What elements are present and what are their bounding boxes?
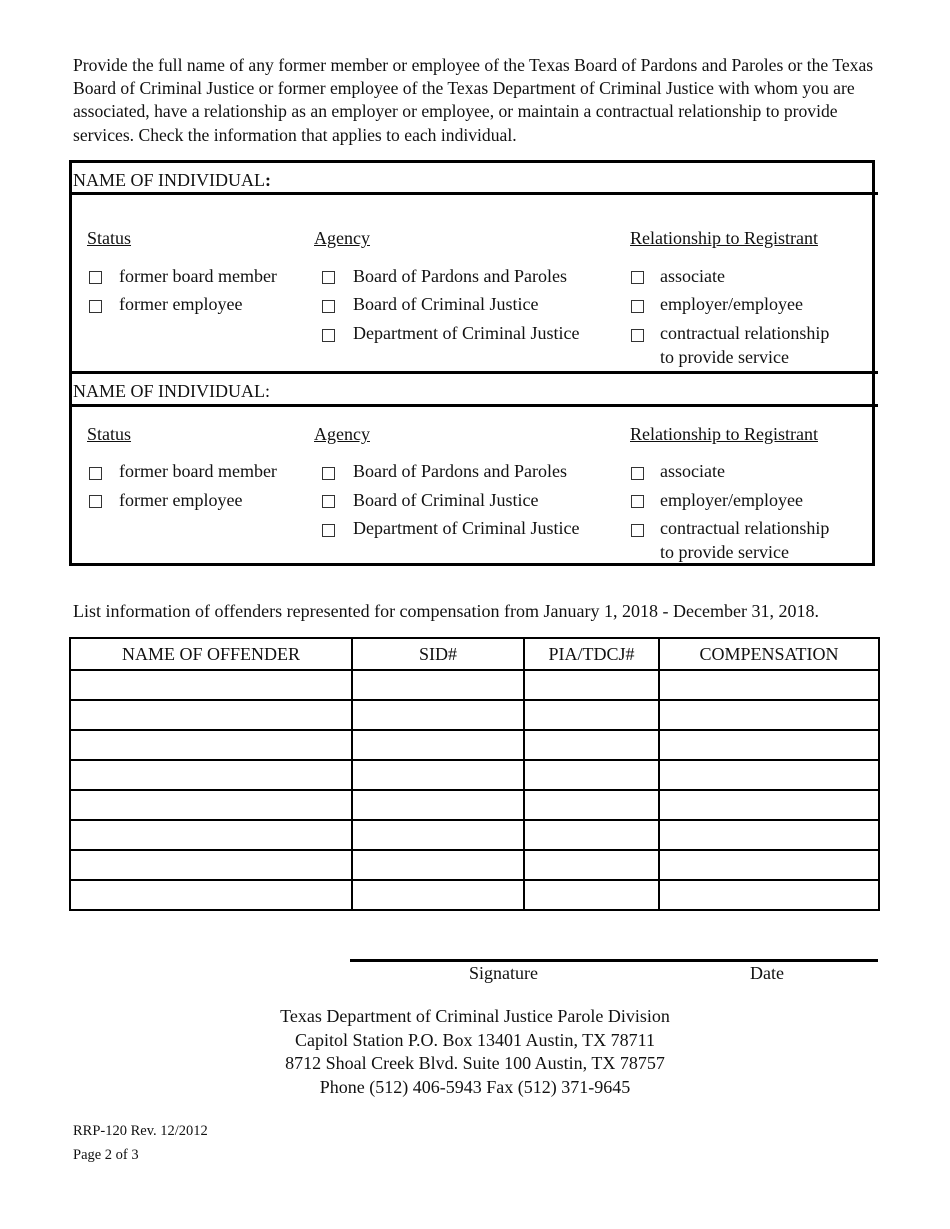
employer-employee-label: employer/employee — [660, 490, 803, 510]
table-header-row — [70, 638, 879, 670]
table-row — [70, 760, 879, 790]
sid-cell[interactable] — [352, 820, 524, 850]
name-of-offender-cell[interactable] — [70, 790, 352, 820]
relationship-heading: Relationship to Registrant — [630, 228, 818, 248]
page-number: Page 2 of 3 — [73, 1147, 139, 1163]
former-board-member-checkbox[interactable] — [89, 271, 102, 284]
agency-heading: Agency — [314, 424, 370, 444]
instructions-paragraph: Provide the full name of any former member or employee of the Texas Board of Pardons and Paroles or the Texas Board of Criminal Justice or former employee of the Texas Department of Criminal Justice with whom you are associated, have a relationship as an employer or employee, or maintain a contractual relationship to provide services. Check the information that applies to each individual. — [73, 55, 874, 145]
agency-heading: Agency — [314, 228, 370, 248]
status-heading: Status — [87, 424, 132, 444]
former-employee-checkbox[interactable] — [89, 300, 102, 313]
compensation-cell[interactable] — [659, 760, 879, 790]
sid-cell[interactable] — [352, 700, 524, 730]
department-of-criminal-justice-checkbox[interactable] — [322, 329, 335, 342]
name-of-individual-label: NAME OF INDIVIDUAL: — [73, 381, 270, 401]
pia-tdcj-cell[interactable] — [524, 670, 659, 700]
board-of-criminal-justice-checkbox[interactable] — [322, 495, 335, 508]
status-heading: Status — [87, 228, 132, 248]
table-row — [70, 850, 879, 880]
sid-cell[interactable] — [352, 760, 524, 790]
compensation-header: COMPENSATION — [659, 638, 879, 670]
name-of-offender-cell[interactable] — [70, 700, 352, 730]
name-of-offender-cell[interactable] — [70, 820, 352, 850]
table-row — [70, 700, 879, 730]
sid-cell[interactable] — [352, 850, 524, 880]
sid-cell[interactable] — [352, 670, 524, 700]
divider — [69, 404, 878, 407]
associate-label: associate — [660, 461, 725, 481]
contractual-relationship-label-cont: to provide service — [660, 347, 789, 367]
board-of-pardons-and-paroles-checkbox[interactable] — [322, 271, 335, 284]
contractual-relationship-label: contractual relationship — [660, 518, 830, 538]
name-of-offender-header: NAME OF OFFENDER — [70, 638, 352, 670]
address-line-1: Texas Department of Criminal Justice Parole Division — [280, 1006, 670, 1026]
divider — [69, 371, 878, 374]
board-of-criminal-justice-label: Board of Criminal Justice — [353, 294, 539, 314]
address-line-2: Capitol Station P.O. Box 13401 Austin, TX 78711 — [294, 1029, 656, 1050]
offenders-caption: List information of offenders represented for compensation from January 1, 2018 - December 31, 2018. — [73, 601, 819, 621]
name-of-offender-cell[interactable] — [70, 760, 352, 790]
date-label: Date — [750, 963, 784, 983]
department-of-criminal-justice-label: Department of Criminal Justice — [353, 323, 580, 343]
pia-tdcj-cell[interactable] — [524, 880, 659, 910]
form-identifier — [73, 1119, 208, 1167]
contractual-relationship-label-cont: to provide service — [660, 542, 789, 562]
name-of-offender-cell[interactable] — [70, 670, 352, 700]
pia-tdcj-cell[interactable] — [524, 820, 659, 850]
pia-tdcj-cell[interactable] — [524, 760, 659, 790]
former-board-member-label: former board member — [119, 266, 277, 286]
signature-line[interactable] — [350, 959, 878, 962]
table-row — [70, 820, 879, 850]
compensation-cell[interactable] — [659, 730, 879, 760]
relationship-heading: Relationship to Registrant — [630, 424, 818, 444]
pia-tdcj-cell[interactable] — [524, 850, 659, 880]
address-line-3: 8712 Shoal Creek Blvd. Suite 100 Austin, TX 78757 — [285, 1053, 665, 1073]
form-revision: RRP-120 Rev. 12/2012 — [73, 1123, 208, 1139]
former-employee-checkbox[interactable] — [89, 495, 102, 508]
compensation-cell[interactable] — [659, 700, 879, 730]
signature-label: Signature — [469, 963, 538, 983]
pia-tdcj-header: PIA/TDCJ# — [524, 638, 659, 670]
name-of-offender-cell[interactable] — [70, 850, 352, 880]
sid-header: SID# — [352, 638, 524, 670]
table-row — [70, 730, 879, 760]
contractual-relationship-checkbox[interactable] — [631, 524, 644, 537]
former-board-member-checkbox[interactable] — [89, 467, 102, 480]
board-of-criminal-justice-label: Board of Criminal Justice — [353, 490, 539, 510]
compensation-cell[interactable] — [659, 790, 879, 820]
offenders-table — [69, 637, 880, 911]
sid-cell[interactable] — [352, 880, 524, 910]
sid-cell[interactable] — [352, 730, 524, 760]
associate-label: associate — [660, 266, 725, 286]
associate-checkbox[interactable] — [631, 271, 644, 284]
former-employee-label: former employee — [119, 294, 243, 314]
contractual-relationship-label: contractual relationship — [660, 323, 830, 343]
department-of-criminal-justice-label: Department of Criminal Justice — [353, 518, 580, 538]
sid-cell[interactable] — [352, 790, 524, 820]
table-row — [70, 790, 879, 820]
board-of-pardons-and-paroles-label: Board of Pardons and Paroles — [353, 266, 567, 286]
pia-tdcj-cell[interactable] — [524, 700, 659, 730]
name-of-individual-label: NAME OF INDIVIDUAL: — [73, 170, 271, 190]
employer-employee-label: employer/employee — [660, 294, 803, 314]
name-of-offender-cell[interactable] — [70, 730, 352, 760]
name-of-offender-cell[interactable] — [70, 880, 352, 910]
board-of-pardons-and-paroles-label: Board of Pardons and Paroles — [353, 461, 567, 481]
compensation-cell[interactable] — [659, 820, 879, 850]
former-board-member-label: former board member — [119, 461, 277, 481]
address-line-4: Phone (512) 406-5943 Fax (512) 371-9645 — [319, 1076, 631, 1097]
department-of-criminal-justice-checkbox[interactable] — [322, 524, 335, 537]
compensation-cell[interactable] — [659, 670, 879, 700]
pia-tdcj-cell[interactable] — [524, 790, 659, 820]
associate-checkbox[interactable] — [631, 467, 644, 480]
board-of-pardons-and-paroles-checkbox[interactable] — [322, 467, 335, 480]
employer-employee-checkbox[interactable] — [631, 495, 644, 508]
compensation-cell[interactable] — [659, 850, 879, 880]
pia-tdcj-cell[interactable] — [524, 730, 659, 760]
divider — [69, 192, 878, 195]
employer-employee-checkbox[interactable] — [631, 300, 644, 313]
compensation-cell[interactable] — [659, 880, 879, 910]
table-row — [70, 670, 879, 700]
contractual-relationship-checkbox[interactable] — [631, 329, 644, 342]
former-employee-label: former employee — [119, 490, 243, 510]
agency-address-block — [200, 1005, 750, 1099]
table-row — [70, 880, 879, 910]
board-of-criminal-justice-checkbox[interactable] — [322, 300, 335, 313]
